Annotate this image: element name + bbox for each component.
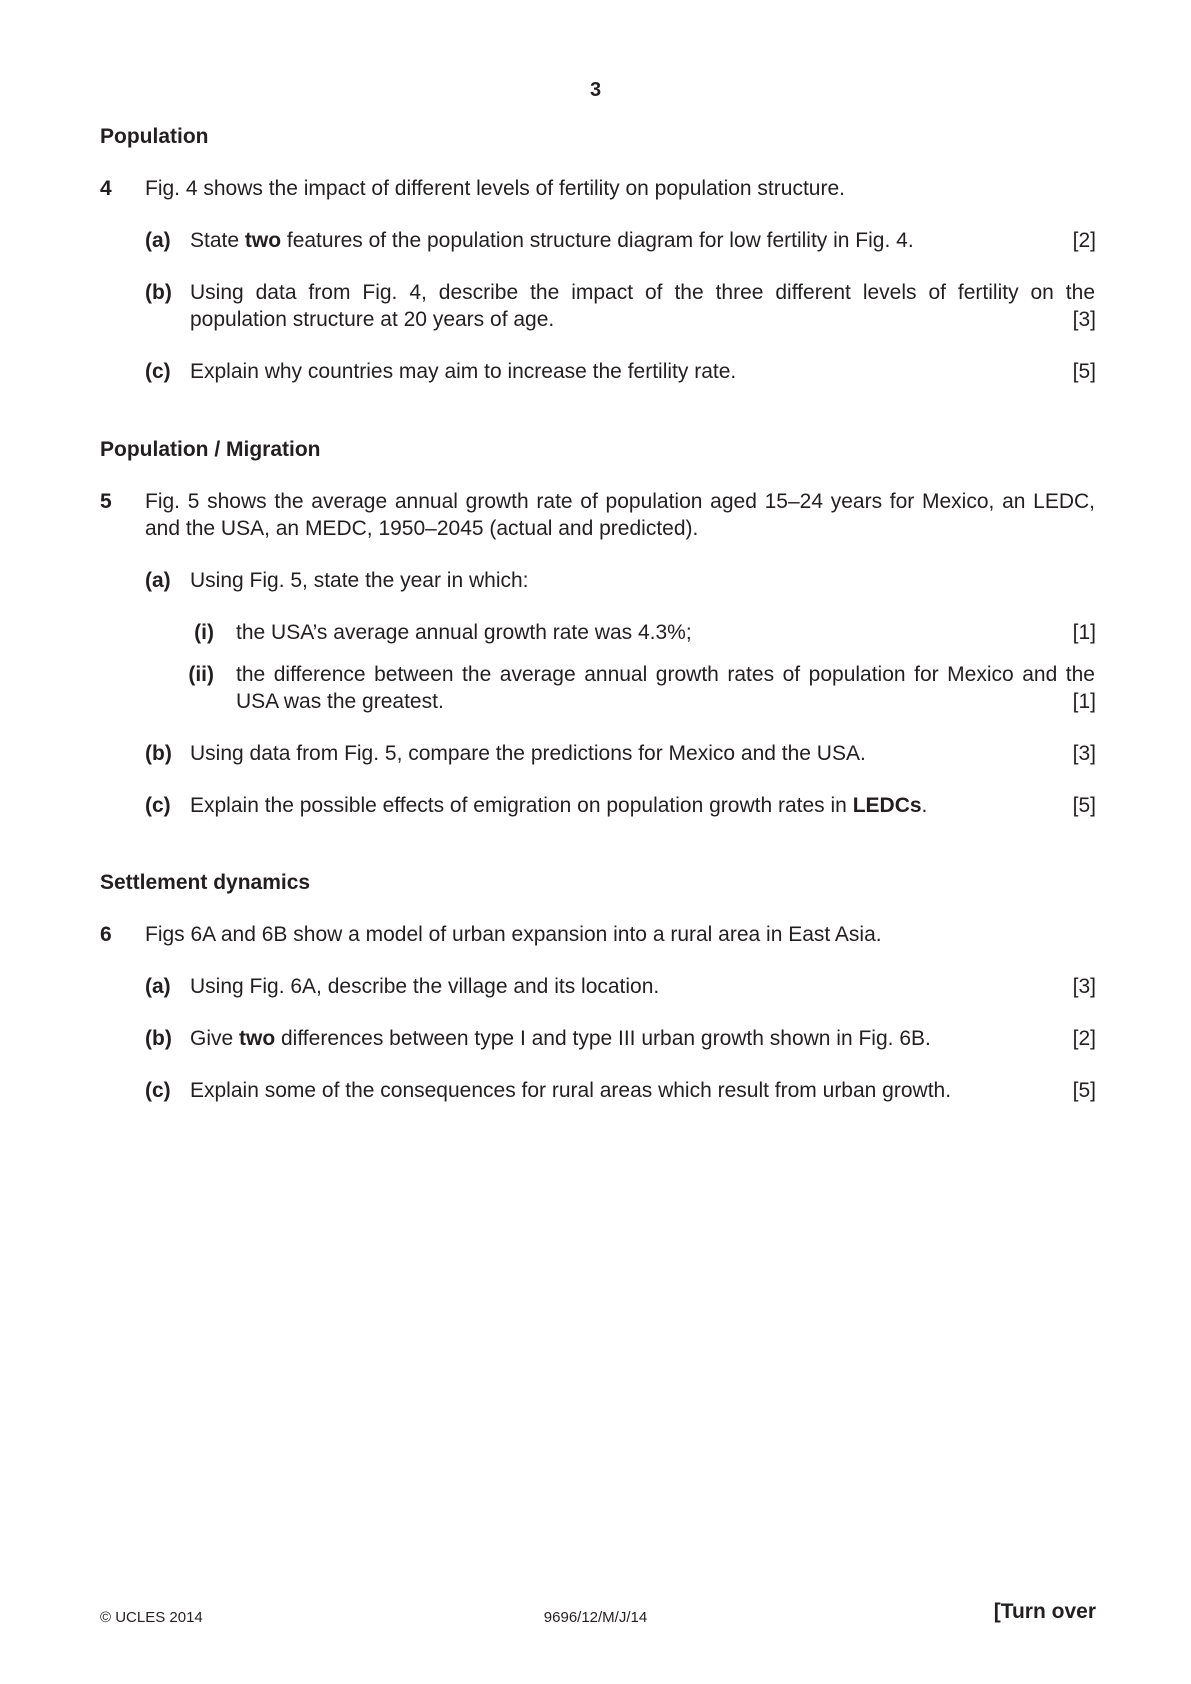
q5-part-a-ii-label: (ii)	[188, 663, 214, 686]
question-number-5: 5	[100, 490, 112, 513]
q5-part-a-ii-mark: [1]	[1072, 690, 1096, 713]
q5-part-a-label: (a)	[145, 569, 171, 592]
q5-part-a-ii-line1: the difference between the average annual growth rates of population for Mexico and the	[236, 663, 1095, 686]
question-5-line2: and the USA, an MEDC, 1950–2045 (actual and predicted).	[145, 517, 699, 540]
q5-part-c-text: Explain the possible effects of emigration on population growth rates in LEDCs.	[190, 794, 928, 817]
q6-part-b-label: (b)	[145, 1027, 172, 1050]
q5-part-a-i-text: the USA’s average annual growth rate was 4.3%;	[236, 621, 692, 644]
q6-part-c-label: (c)	[145, 1079, 171, 1102]
q5-part-a-i-label: (i)	[194, 621, 214, 644]
question-5-line1: Fig. 5 shows the average annual growth rate of population aged 15–24 years for Mexico, an LEDC,	[145, 490, 1095, 513]
q5-part-b-mark: [3]	[1072, 742, 1096, 765]
q6-part-a-mark: [3]	[1072, 975, 1096, 998]
section-heading-population: Population	[100, 125, 209, 148]
q6-part-a-label: (a)	[145, 975, 171, 998]
q5-part-c-label: (c)	[145, 794, 171, 817]
section-heading-population-migration: Population / Migration	[100, 438, 321, 461]
q4-part-c-label: (c)	[145, 360, 171, 383]
q4-part-c-text: Explain why countries may aim to increase the fertility rate.	[190, 360, 737, 383]
question-number-4: 4	[100, 177, 112, 200]
section-heading-settlement-dynamics: Settlement dynamics	[100, 871, 311, 894]
question-6-text: Figs 6A and 6B show a model of urban expansion into a rural area in East Asia.	[145, 923, 882, 946]
footer-copyright: © UCLES 2014	[100, 1609, 203, 1626]
q4-part-b-label: (b)	[145, 281, 172, 304]
q4-part-b-line2: population structure at 20 years of age.	[190, 308, 555, 331]
q4-part-a-label: (a)	[145, 229, 171, 252]
q5-part-c-mark: [5]	[1072, 794, 1096, 817]
page-number: 3	[589, 79, 602, 101]
q5-part-b-text: Using data from Fig. 5, compare the predictions for Mexico and the USA.	[190, 742, 866, 765]
question-4-text: Fig. 4 shows the impact of different levels of fertility on population structure.	[145, 177, 845, 200]
q5-part-a-ii-line2: USA was the greatest.	[236, 690, 444, 713]
q4-part-b-line1: Using data from Fig. 4, describe the impact of the three different levels of fertility on the	[190, 281, 1095, 304]
q5-part-a-text: Using Fig. 5, state the year in which:	[190, 569, 529, 592]
q5-part-a-i-mark: [1]	[1072, 621, 1096, 644]
q4-part-b-mark: [3]	[1072, 308, 1096, 331]
question-number-6: 6	[100, 923, 112, 946]
q6-part-b-mark: [2]	[1072, 1027, 1096, 1050]
q6-part-c-text: Explain some of the consequences for rural areas which result from urban growth.	[190, 1079, 952, 1102]
q6-part-b-text: Give two differences between type I and type III urban growth shown in Fig. 6B.	[190, 1027, 931, 1050]
q4-part-a-mark: [2]	[1072, 229, 1096, 252]
q6-part-a-text: Using Fig. 6A, describe the village and its location.	[190, 975, 660, 998]
footer-turn-over: [Turn over	[993, 1600, 1096, 1623]
q4-part-a-text: State two features of the population structure diagram for low fertility in Fig. 4.	[190, 229, 914, 252]
q6-part-c-mark: [5]	[1072, 1079, 1096, 1102]
q5-part-b-label: (b)	[145, 742, 172, 765]
q4-part-c-mark: [5]	[1072, 360, 1096, 383]
footer-paper-code: 9696/12/M/J/14	[543, 1609, 648, 1626]
